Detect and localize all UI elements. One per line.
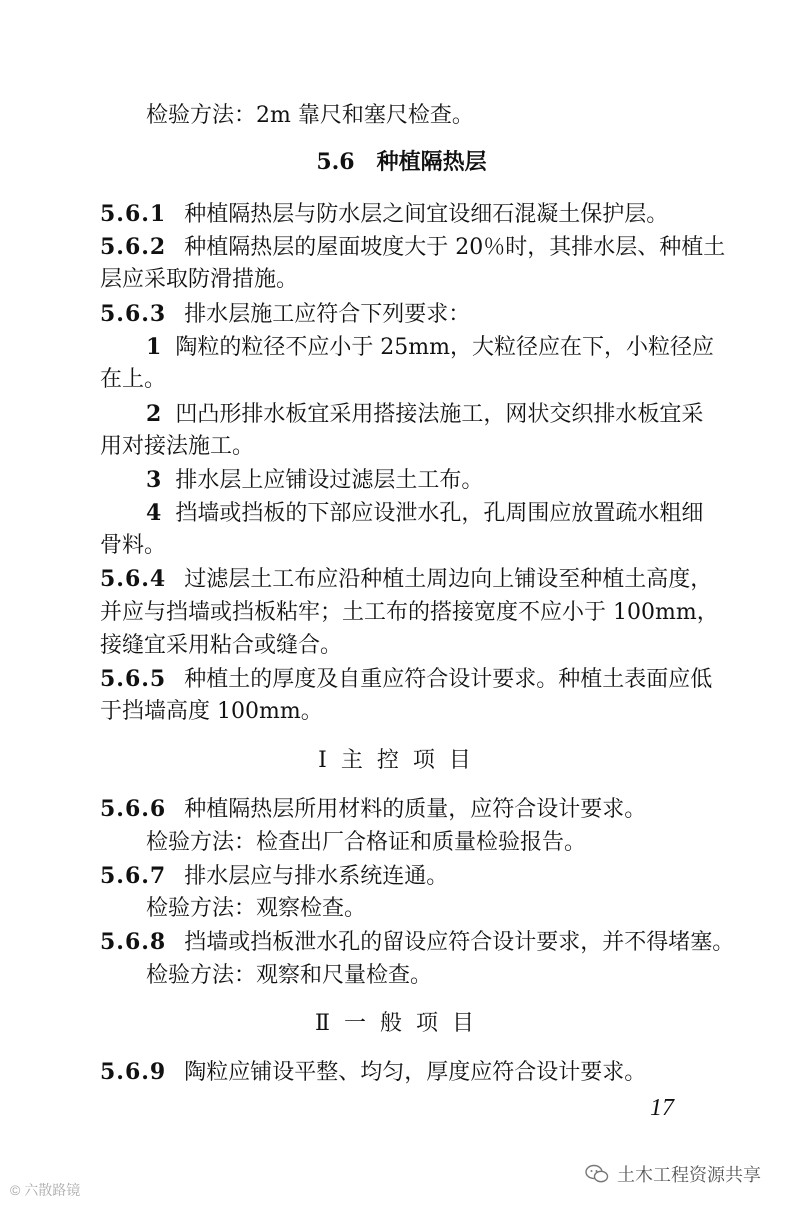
clause-number: 5.6.8 <box>100 929 167 955</box>
line-text: 并应与挡墙或挡板粘牢；土工布的搭接宽度不应小于 100mm， <box>100 600 719 625</box>
roman-numeral: Ⅰ <box>318 748 327 773</box>
text-line <box>100 630 720 662</box>
item-number: 1 <box>146 334 162 360</box>
general-items-heading <box>0 1008 803 1040</box>
clause-number: 5.6.9 <box>100 1059 167 1085</box>
clause-text: 种植隔热层与防水层之间宜设细石混凝土保护层。 <box>184 202 669 227</box>
clause-5-6-4 <box>100 563 720 596</box>
item-1 <box>146 331 766 364</box>
section-number: 5.6 <box>316 149 355 175</box>
clause-number: 5.6.7 <box>100 863 167 889</box>
clause-text: 排水层应与排水系统连通。 <box>184 864 449 889</box>
watermark-left: © 六散路镜 <box>10 1182 81 1198</box>
text-line <box>100 597 720 629</box>
text-line <box>100 431 720 463</box>
clause-number: 5.6.6 <box>100 796 167 822</box>
line-text: 用对接法施工。 <box>100 434 255 459</box>
item-text: 凹凸形排水板宜采用搭接法施工，网状交织排水板宜采 <box>175 402 704 427</box>
text-line <box>146 827 766 859</box>
watermark-right <box>585 1162 761 1186</box>
main-items-heading <box>0 745 803 777</box>
clause-text: 过滤层土工布应沿种植土周边向上铺设至种植土高度， <box>184 567 713 592</box>
watermark-text: 土木工程资源共享 <box>617 1165 761 1185</box>
item-text: 挡墙或挡板的下部应设泄水孔，孔周围应放置疏水粗细 <box>175 501 704 526</box>
clause-5-6-6 <box>100 793 720 826</box>
text-line <box>146 100 766 132</box>
text-line <box>146 893 766 925</box>
item-4 <box>146 497 766 530</box>
section-heading <box>0 146 803 178</box>
text-line <box>100 696 720 728</box>
line-text: 检验方法：观察检查。 <box>146 896 367 921</box>
item-text: 陶粒的粒径不应小于 25mm，大粒径应在下，小粒径应 <box>175 335 715 360</box>
page-number: 17 <box>650 1095 674 1121</box>
heading-title: 主控项目 <box>340 748 485 773</box>
item-2 <box>146 398 766 431</box>
item-3 <box>146 464 766 497</box>
clause-5-6-5 <box>100 663 720 696</box>
clause-text: 种植土的厚度及自重应符合设计要求。种植土表面应低 <box>184 667 713 692</box>
clause-text: 种植隔热层所用材料的质量，应符合设计要求。 <box>184 797 647 822</box>
item-number: 3 <box>146 467 162 493</box>
line-text: 检验方法：2m 靠尺和塞尺检查。 <box>146 103 474 128</box>
clause-number: 5.6.1 <box>100 201 167 227</box>
roman-numeral: Ⅱ <box>315 1011 330 1036</box>
clause-number: 5.6.4 <box>100 566 167 592</box>
clause-5-6-8 <box>100 926 735 959</box>
wechat-icon <box>585 1164 609 1184</box>
clause-text: 种植隔热层的屋面坡度大于 20％时，其排水层、种植土 <box>184 235 726 260</box>
line-text: 层应采取防滑措施。 <box>100 267 299 292</box>
clause-5-6-1 <box>100 198 720 231</box>
line-text: 在上。 <box>100 367 167 392</box>
clause-text: 陶粒应铺设平整、均匀，厚度应符合设计要求。 <box>184 1060 647 1085</box>
clause-number: 5.6.5 <box>100 666 167 692</box>
clause-number: 5.6.3 <box>100 301 167 327</box>
clause-5-6-7 <box>100 860 720 893</box>
section-title: 种植隔热层 <box>376 149 487 175</box>
clause-5-6-2 <box>100 231 726 264</box>
item-number: 4 <box>146 500 162 526</box>
text-line <box>100 530 720 562</box>
line-text: 接缝宜采用粘合或缝合。 <box>100 633 343 658</box>
heading-title: 一般项目 <box>343 1011 488 1036</box>
line-text: 检验方法：检查出厂合格证和质量检验报告。 <box>146 830 587 855</box>
clause-text: 挡墙或挡板泄水孔的留设应符合设计要求，并不得堵塞。 <box>184 930 735 955</box>
clause-5-6-9 <box>100 1056 720 1089</box>
text-line <box>100 364 720 396</box>
clause-5-6-3 <box>100 298 720 331</box>
text-line <box>100 264 720 296</box>
line-text: 骨料。 <box>100 533 167 558</box>
line-text: 检验方法：观察和尺量检查。 <box>146 963 433 988</box>
item-text: 排水层上应铺设过滤层土工布。 <box>175 468 484 493</box>
clause-number: 5.6.2 <box>100 234 167 260</box>
text-line <box>146 960 766 992</box>
line-text: 于挡墙高度 100mm。 <box>100 699 323 724</box>
item-number: 2 <box>146 401 162 427</box>
clause-text: 排水层施工应符合下列要求： <box>184 302 471 327</box>
